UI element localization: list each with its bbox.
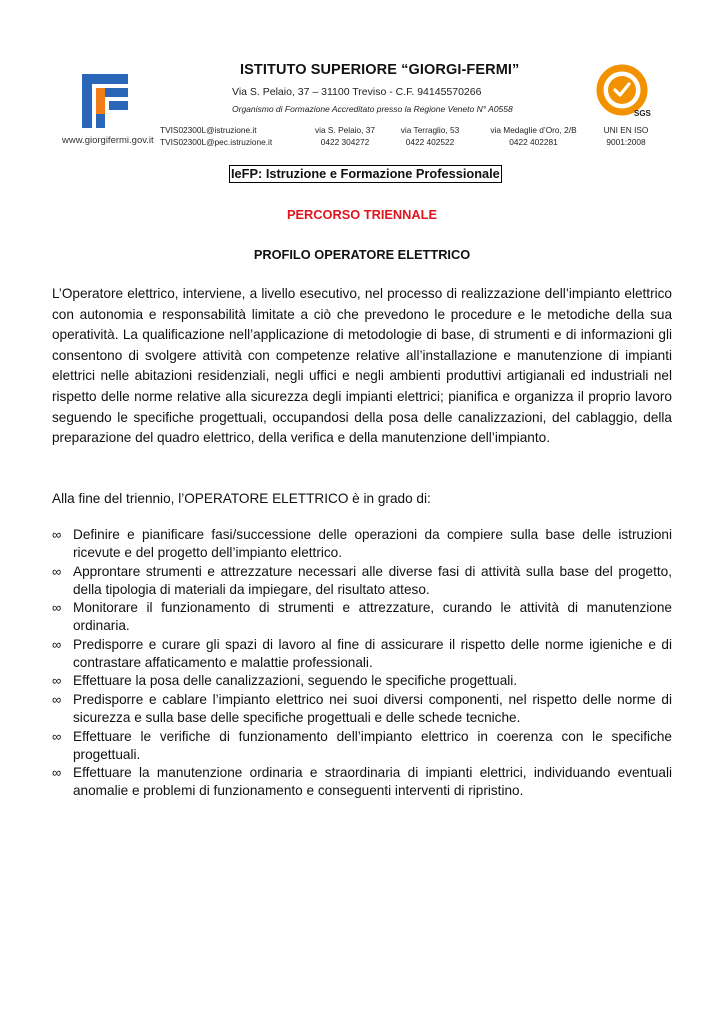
competences-lead: Alla fine del triennio, l’OPERATORE ELETTRICO è in grado di: [52,491,431,506]
list-item-text: Effettuare la posa delle canalizzazioni, seguendo le specifiche progettuali. [73,673,518,689]
competences-list [52,526,672,801]
email-istruzione[interactable]: TVIS02300L@istruzione.it [160,125,257,135]
list-item [52,599,672,635]
bullet-icon: ∞ [52,600,62,616]
list-item-text: Approntare strumenti e attrezzature necessari alle diverse fasi di attività sulla base del progetto, della tipologia di materiali da impiegare, del risultato atteso. [73,563,672,597]
list-item [52,563,672,599]
bullet-icon: ∞ [52,691,62,707]
site-phone: 0422 402522 [405,137,455,147]
bullet-icon: ∞ [52,765,62,781]
site-street: via S. Pelaio, 37 [315,125,375,135]
list-item-text: Definire e pianificare fasi/successione delle operazioni da compiere sulla base delle istruzioni ricevute e del progetto dell’impianto elettrico. [73,527,672,560]
profile-title: PROFILO OPERATORE ELETTRICO [253,247,471,262]
institute-address: Via S. Pelaio, 37 – 31100 Treviso - C.F. 94145570266 [232,86,482,98]
email-pec[interactable]: TVIS02300L@pec.istruzione.it [160,137,273,147]
course-type: PERCORSO TRIENNALE [286,207,438,222]
list-item [52,728,672,764]
intro-paragraph: L’Operatore elettrico, interviene, a livello esecutivo, nel processo di realizzazione dell’impianto elettrico con autonomia e responsabilità limitate a ciò che prevedono le procedure e le metodiche della sua operatività. La qualificazione nell’applicazione di metodologie di base, di strumenti e di informazioni gli consentono di svolgere attività con competenze relative all’installazione e manutenzione di impianti elettrici nelle abitazioni residenziali, negli uffici e negli ambienti produttivi artigianali ed industriali nel rispetto delle norme relative alla sicurezza degli impianti elettrici; pianifica e organizza il proprio lavoro seguendo le specifiche progettuali, occupandosi della posa delle canalizzazioni, del cablaggio, della preparazione del quadro elettrico, della verifica e della manutenzione dell’impianto. [52,286,672,446]
bullet-icon: ∞ [52,673,62,689]
sgs-certification-icon [596,64,652,118]
accreditation-note: Organismo di Formazione Accreditato presso la Regione Veneto N° A0558 [232,104,513,114]
list-item [52,526,672,562]
istituto-logo-icon [82,74,128,128]
website-link[interactable]: www.giorgifermi.gov.it [62,135,154,146]
bullet-icon: ∞ [52,527,62,542]
iso-standard: UNI EN ISO [603,125,649,135]
list-item [52,764,672,800]
site-medaglie [486,124,581,148]
site-phone: 0422 304272 [320,137,370,147]
site-street: via Terraglio, 53 [400,125,460,135]
section-box: IeFP: Istruzione e Formazione Professionale [231,166,500,181]
bullet-icon: ∞ [52,563,62,579]
site-phone: 0422 402281 [509,137,558,147]
list-item-text: Predisporre e cablare l’impianto elettrico nei suoi diversi componenti, nel rispetto delle norme di sicurezza e sulla base delle specifiche progettuali e delle schede tecniche. [73,691,672,725]
list-item [52,636,672,672]
site-terraglio [390,124,470,148]
iso-version: 9001:2008 [606,137,646,147]
list-item [52,691,672,727]
list-item-text: Effettuare le verifiche di funzionamento dell’impianto elettrico in coerenza con le specifiche progettuali. [73,728,672,762]
email-contacts [160,124,272,148]
list-item-text: Monitorare il funzionamento di strumenti e attrezzature, curando le attività di manutenzione ordinaria. [73,600,672,634]
site-pelaio [300,124,390,148]
list-item [52,672,672,690]
bullet-icon: ∞ [52,636,62,652]
institute-name: ISTITUTO SUPERIORE “GIORGI-FERMI” [240,62,520,78]
list-item-text: Predisporre e curare gli spazi di lavoro al fine di assicurare il rispetto delle norme igieniche e di contrastare affaticamento e malattie professionali. [73,636,672,670]
list-item-text: Effettuare la manutenzione ordinaria e straordinaria di impianti elettrici, individuando eventuali anomalie e problemi di funzionamento e conseguenti interventi di ripristino. [73,765,672,799]
bullet-icon: ∞ [52,728,62,744]
sgs-label: SGS [634,109,651,118]
iso-certification [600,124,652,148]
letterhead [0,0,724,160]
site-street: via Medaglie d’Oro, 2/B [490,125,577,135]
